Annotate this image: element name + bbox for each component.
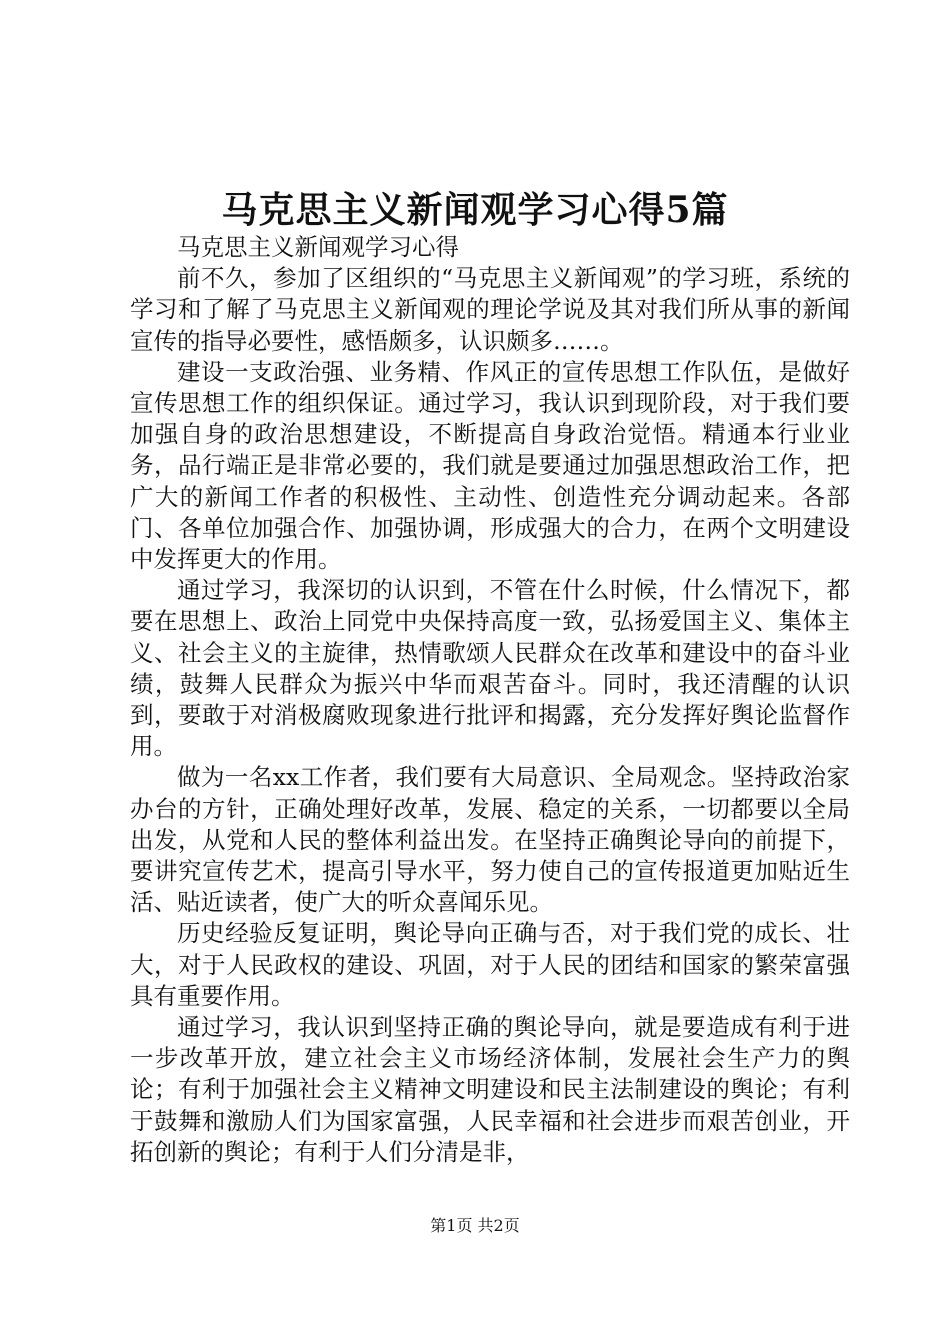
paragraph-subtitle: 马克思主义新闻观学习心得 (177, 233, 459, 261)
paragraph: 通过学习，我认识到坚持正确的舆论导向，就是要造成有利于进一步改革开放，建立社会主义市场经济体制，发展社会生产力的舆论；有利于加强社会主义精神文明建设和民主法制建设的舆论；有利于鼓舞和激励人们为国家富强，人民幸福和社会进步而艰苦创业，开拓创新的舆论；有利于人们分清是非， (130, 1013, 850, 1166)
paragraph: 前不久，参加了区组织的“马克思主义新闻观”的学习班，系统的学习和了解了马克思主义新闻观的理论学说及其对我们所从事的新闻宣传的指导必要性，感悟颇多，认识颇多……。 (130, 264, 850, 355)
paragraph: 通过学习，我深切的认识到，不管在什么时候，什么情况下，都要在思想上、政治上同党中央保持高度一致，弘扬爱国主义、集体主义、社会主义的主旋律，热情歌颂人民群众在改革和建设中的奋斗业绩，鼓舞人民群众为振兴中华而艰苦奋斗。同时，我还清醒的认识到，要敢于对消极腐败现象进行批评和揭露，充分发挥好舆论监督作用。 (130, 576, 850, 761)
paragraph: 建设一支政治强、业务精、作风正的宣传思想工作队伍，是做好宣传思想工作的组织保证。通过学习，我认识到现阶段，对于我们要加强自身的政治思想建设，不断提高自身政治觉悟。精通本行业业务，品行端正是非常必要的，我们就是要通过加强思想政治工作，把广大的新闻工作者的积极性、主动性、创造性充分调动起来。各部门、各单位加强合作、加强协调，形成强大的合力，在两个文明建设中发挥更大的作用。 (130, 357, 850, 574)
paragraph: 做为一名xx工作者，我们要有大局意识、全局观念。坚持政治家办台的方针，正确处理好改革，发展、稳定的关系，一切都要以全局出发，从党和人民的整体利益出发。在坚持正确舆论导向的前提下，要讲究宣传艺术，提高引导水平，努力使自己的宣传报道更加贴近生活、贴近读者，使广大的听众喜闻乐见。 (130, 763, 850, 917)
document-body (130, 232, 850, 1168)
paragraph: 历史经验反复证明，舆论导向正确与否，对于我们党的成长、壮大，对于人民政权的建设、巩固，对于人民的团结和国家的繁荣富强具有重要作用。 (130, 919, 850, 1010)
page-footer: 第1页 共2页 (430, 1216, 520, 1235)
document-title: 马克思主义新闻观学习心得5篇 (221, 189, 729, 231)
